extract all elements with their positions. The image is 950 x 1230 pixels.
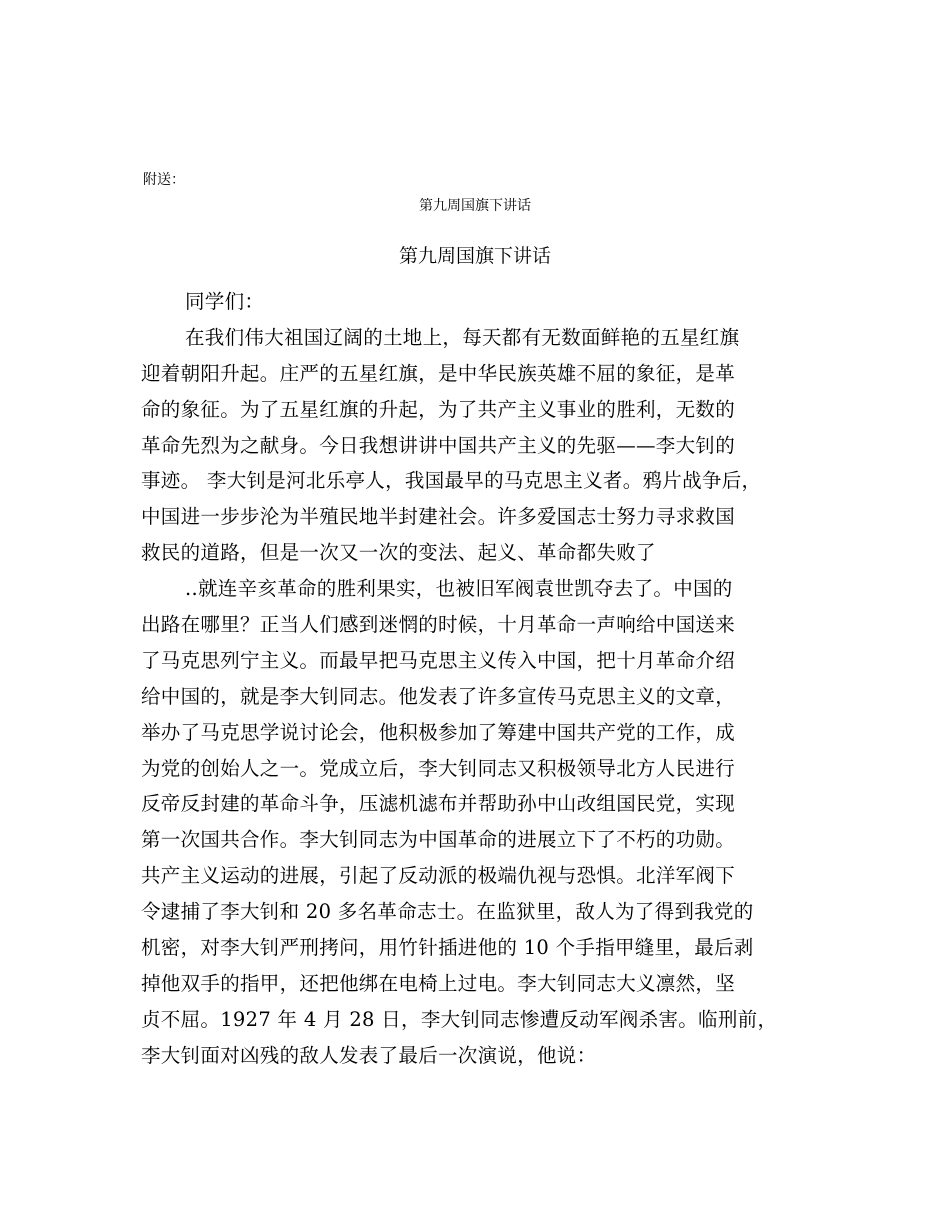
paragraph-line: 掉他双手的指甲，还把他绑在电椅上过电。李大钊同志大义凛然，坚 bbox=[141, 971, 736, 995]
paragraph-line: 在我们伟大祖国辽阔的土地上，每天都有无数面鲜艳的五星红旗 bbox=[185, 325, 740, 349]
paragraph-line: 迎着朝阳升起。庄严的五星红旗，是中华民族英雄不屈的象征，是革 bbox=[141, 361, 736, 385]
paragraph-line: 救民的道路，但是一次又一次的变法、起义、革命都失败了 bbox=[141, 541, 656, 565]
paragraph-line: 李大钊面对凶残的敌人发表了最后一次演说，他说： bbox=[141, 1043, 597, 1067]
small-title: 第九周国旗下讲话 bbox=[419, 198, 531, 214]
speech-body bbox=[141, 284, 821, 1074]
page-title: 第九周国旗下讲话 bbox=[398, 245, 551, 267]
paragraph-line: 给中国的，就是李大钊同志。他发表了许多宣传马克思主义的文章， bbox=[141, 684, 736, 708]
paragraph-line: 中国进一步步沦为半殖民地半封建社会。许多爱国志士努力寻求救国 bbox=[141, 505, 736, 529]
paragraph-line: ..就连辛亥革命的胜利果实，也被旧军阀袁世凯夺去了。中国的 bbox=[185, 577, 733, 601]
paragraph-line: 事迹。 李大钊是河北乐亭人，我国最早的马克思主义者。鸦片战争后， bbox=[141, 469, 762, 493]
attachment-label: 附送： bbox=[143, 172, 185, 188]
paragraph-line: 革命先烈为之献身。今日我想讲讲中国共产主义的先驱——李大钊的 bbox=[141, 433, 736, 457]
paragraph-line: 共产主义运动的进展，引起了反动派的极端仇视与恐惧。北洋军阀下 bbox=[141, 864, 736, 888]
paragraph-line: 命的象征。为了五星红旗的升起，为了共产主义事业的胜利，无数的 bbox=[141, 397, 736, 421]
paragraph-line: 第一次国共合作。李大钊同志为中国革命的进展立下了不朽的功勋。 bbox=[141, 828, 736, 852]
greeting-line: 同学们： bbox=[185, 290, 265, 313]
paragraph-line: 出路在哪里？正当人们感到迷惘的时候，十月革命一声响给中国送来 bbox=[141, 613, 736, 637]
paragraph-line: 为党的创始人之一。党成立后，李大钊同志又积极领导北方人民进行 bbox=[141, 756, 736, 780]
paragraph-line: 机密，对李大钊严刑拷问，用竹针插进他的 10 个手指甲缝里，最后剥 bbox=[141, 936, 754, 960]
paragraph-line: 令逮捕了李大钊和 20 多名革命志士。在监狱里，敌人为了得到我党的 bbox=[141, 900, 754, 924]
paragraph-line: 举办了马克思学说讨论会，他积极参加了筹建中国共产党的工作，成 bbox=[141, 720, 736, 744]
paragraph-line: 反帝反封建的革命斗争，压滤机滤布并帮助孙中山改组国民党，实现 bbox=[141, 792, 736, 816]
paragraph-line: 贞不屈。1927 年 4 月 28 日，李大钊同志惨遭反动军阀杀害。临刑前， bbox=[141, 1007, 778, 1031]
paragraph-line: 了马克思列宁主义。而最早把马克思主义传入中国，把十月革命介绍 bbox=[141, 648, 736, 672]
